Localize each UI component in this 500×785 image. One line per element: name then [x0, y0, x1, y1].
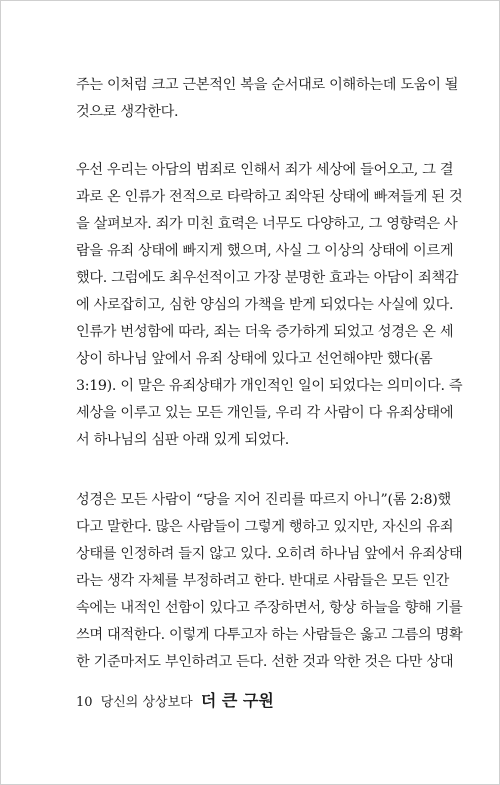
page-number: 10 [76, 695, 93, 710]
text-line: 주는 이처럼 크고 근본적인 복을 순서대로 이해하는데 도움이 될 [76, 77, 459, 93]
text-line: 다고 말한다. 많은 사람들이 그렇게 행하고 있지만, 자신의 유죄 [76, 519, 454, 535]
text-line: 우선 우리는 아담의 범죄로 인해서 죄가 세상에 들어오고, 그 결 [76, 162, 454, 178]
paragraph-1 [76, 72, 459, 126]
text-line: 성경은 모든 사람이 “당을 지어 진리를 따르지 아니”(롬 2:8)했 [76, 492, 451, 508]
text-line: 것으로 생각한다. [76, 104, 179, 120]
text-line: 인류가 번성함에 따라, 죄는 더욱 증가하게 되었고 성경은 온 세 [76, 324, 454, 340]
text-line: 과로 온 인류가 전적으로 타락하고 죄악된 상태에 빠져들게 된 것 [76, 189, 463, 205]
book-title-emphasis: 더 큰 구원 [200, 691, 274, 710]
text-line: 상이 하나님 앞에서 유죄 상태에 있다고 선언해야만 했다(롬 [76, 351, 433, 367]
text-line: 한 기준마저도 부인하려고 든다. 선한 것과 악한 것은 다만 상대 [76, 654, 454, 670]
text-line: 라는 생각 자체를 부정하려고 한다. 반대로 사람들은 모든 인간 [76, 573, 450, 589]
text-line: 세상을 이루고 있는 모든 개인들, 우리 각 사람이 다 유죄상태에 [76, 405, 454, 421]
text-line: 람을 유죄 상태에 빠지게 했으며, 사실 그 이상의 상태에 이르게 [76, 243, 454, 259]
text-line: 을 살펴보자. 죄가 미친 효력은 너무도 다양하고, 그 영향력은 사 [76, 216, 458, 232]
text-line: 했다. 그럼에도 최우선적이고 가장 분명한 효과는 아담이 죄책감 [76, 270, 459, 286]
text-line: 상태를 인정하려 들지 않고 있다. 오히려 하나님 앞에서 유죄상태 [76, 546, 463, 562]
paragraph-3 [76, 487, 463, 676]
text-line: 속에는 내적인 선함이 있다고 주장하면서, 항상 하늘을 향해 기를 [76, 600, 463, 616]
text-line: 3:19). 이 말은 유죄상태가 개인적인 일이 되었다는 의미이다. 즉 [76, 378, 463, 394]
text-line: 에 사로잡히고, 심한 양심의 가책을 받게 되었다는 사실에 있다. [76, 297, 454, 313]
paragraph-2 [76, 157, 463, 454]
book-title-prefix: 당신의 상상보다 [100, 695, 193, 710]
text-line: 쓰며 대적한다. 이렇게 다투고자 하는 사람들은 옳고 그름의 명확 [76, 627, 463, 643]
page-footer [76, 688, 274, 711]
text-line: 서 하나님의 심판 아래 있게 되었다. [76, 432, 289, 448]
